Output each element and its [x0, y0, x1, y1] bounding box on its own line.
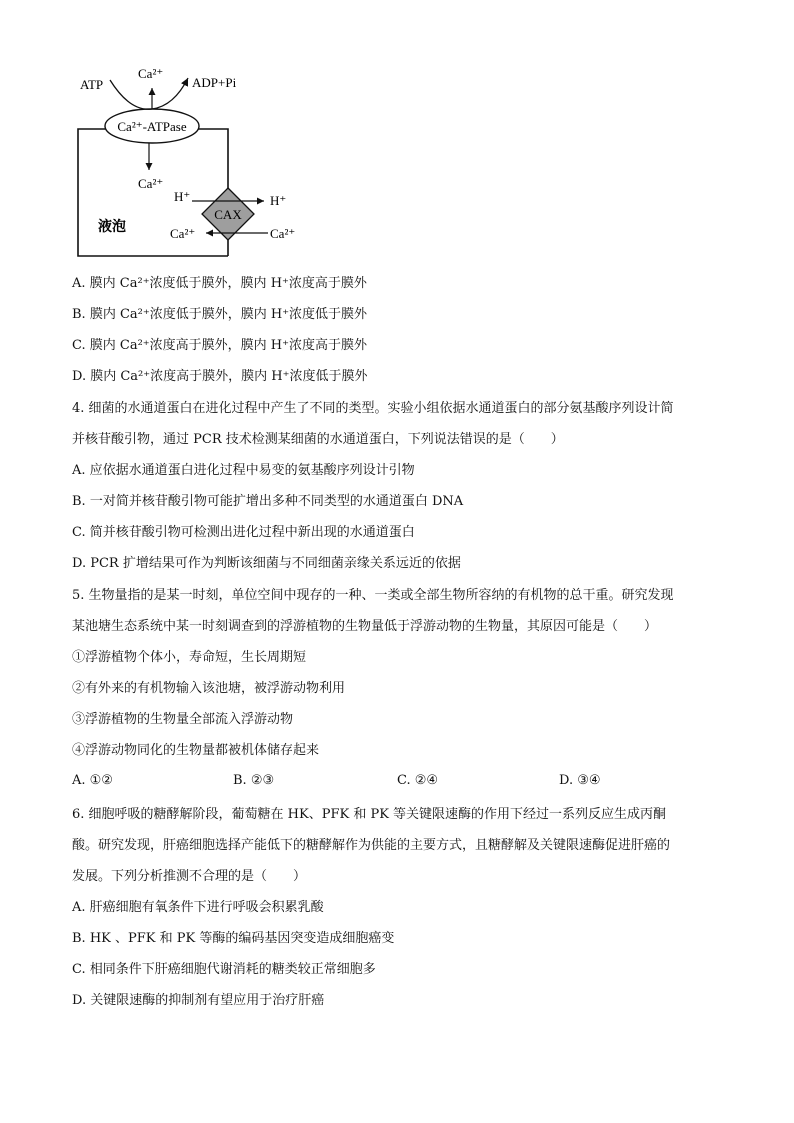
q5-stem-line-2: 某池塘生态系统中某一时刻调查到的浮游植物的生物量低于浮游动物的生物量，其原因可能是（ ） [72, 619, 658, 634]
q3-option-c: C. 膜内 Ca²⁺浓度高于膜外，膜内 H⁺浓度高于膜外 [72, 338, 367, 353]
q5-option-d: D. ③④ [559, 773, 601, 788]
h-right-label: H⁺ [270, 193, 287, 208]
q3-option-d: D. 膜内 Ca²⁺浓度高于膜外，膜内 H⁺浓度低于膜外 [72, 369, 368, 384]
atp-hydrolysis-arrow [110, 78, 188, 109]
q4-option-c: C. 简并核苷酸引物可检测出进化过程中新出现的水通道蛋白 [72, 525, 415, 540]
cax-label: CAX [214, 207, 242, 222]
q5-statement-4: ④浮游动物同化的生物量都被机体储存起来 [72, 743, 320, 758]
q6-stem-line-2: 酸。研究发现，肝癌细胞选择产能低下的糖酵解作为供能的主要方式，且糖酵解及关键限速酶促进肝癌的 [72, 838, 671, 853]
q6-option-d: D. 关键限速酶的抑制剂有望应用于治疗肝癌 [72, 993, 325, 1008]
q3-option-b: B. 膜内 Ca²⁺浓度低于膜外，膜内 H⁺浓度低于膜外 [72, 307, 368, 322]
q5-stem-line-1: 5. 生物量指的是某一时刻，单位空间中现存的一种、一类或全部生物所容纳的有机物的总干重。研究发现 [72, 588, 674, 603]
q5-option-a: A. ①② [72, 773, 113, 788]
q4-option-b: B. 一对简并核苷酸引物可能扩增出多种不同类型的水通道蛋白 DNA [72, 494, 464, 509]
q4-stem-line-2: 并核苷酸引物，通过 PCR 技术检测某细菌的水通道蛋白，下列说法错误的是（ ） [72, 432, 564, 447]
q5-statement-1: ①浮游植物个体小，寿命短，生长周期短 [72, 650, 307, 665]
q6-stem-line-1: 6. 细胞呼吸的糖酵解阶段，葡萄糖在 HK、PFK 和 PK 等关键限速酶的作用下经过一系列反应生成丙酮 [72, 807, 667, 822]
q6-option-a: A. 肝癌细胞有氧条件下进行呼吸会积累乳酸 [72, 900, 324, 915]
q6-stem-line-3: 发展。下列分析推测不合理的是（ ） [72, 869, 307, 884]
vacuole-transport-diagram [70, 60, 320, 260]
ca-top-label: Ca²⁺ [138, 66, 164, 81]
q6-option-b: B. HK 、PFK 和 PK 等酶的编码基因突变造成细胞癌变 [72, 931, 395, 946]
q5-statement-2: ②有外来的有机物输入该池塘，被浮游动物利用 [72, 681, 346, 696]
q5-options-row [72, 773, 732, 793]
vacuole-membrane [78, 129, 228, 256]
q5-statement-3: ③浮游植物的生物量全部流入浮游动物 [72, 712, 294, 727]
ca-bottom-right-label: Ca²⁺ [270, 226, 296, 241]
q5-option-c: C. ②④ [397, 773, 439, 788]
h-left-label: H⁺ [174, 189, 191, 204]
q4-option-d: D. PCR 扩增结果可作为判断该细菌与不同细菌亲缘关系远近的依据 [72, 556, 461, 571]
q6-option-c: C. 相同条件下肝癌细胞代谢消耗的糖类较正常细胞多 [72, 962, 376, 977]
ca-atpase-label: Ca²⁺-ATPase [117, 119, 187, 134]
atp-label: ATP [80, 77, 104, 92]
q4-stem-line-1: 4. 细菌的水通道蛋白在进化过程中产生了不同的类型。实验小组依据水通道蛋白的部分氨基酸序列设计简 [72, 401, 674, 416]
adp-pi-label: ADP+Pi [192, 75, 237, 90]
q3-option-a: A. 膜内 Ca²⁺浓度低于膜外，膜内 H⁺浓度高于膜外 [72, 276, 367, 291]
ca-inside-label: Ca²⁺ [138, 176, 164, 191]
vacuole-label: 液泡 [98, 219, 126, 235]
q5-option-b: B. ②③ [233, 773, 275, 788]
q4-option-a: A. 应依据水通道蛋白进化过程中易变的氨基酸序列设计引物 [72, 463, 415, 478]
ca-bottom-left-label: Ca²⁺ [170, 226, 196, 241]
